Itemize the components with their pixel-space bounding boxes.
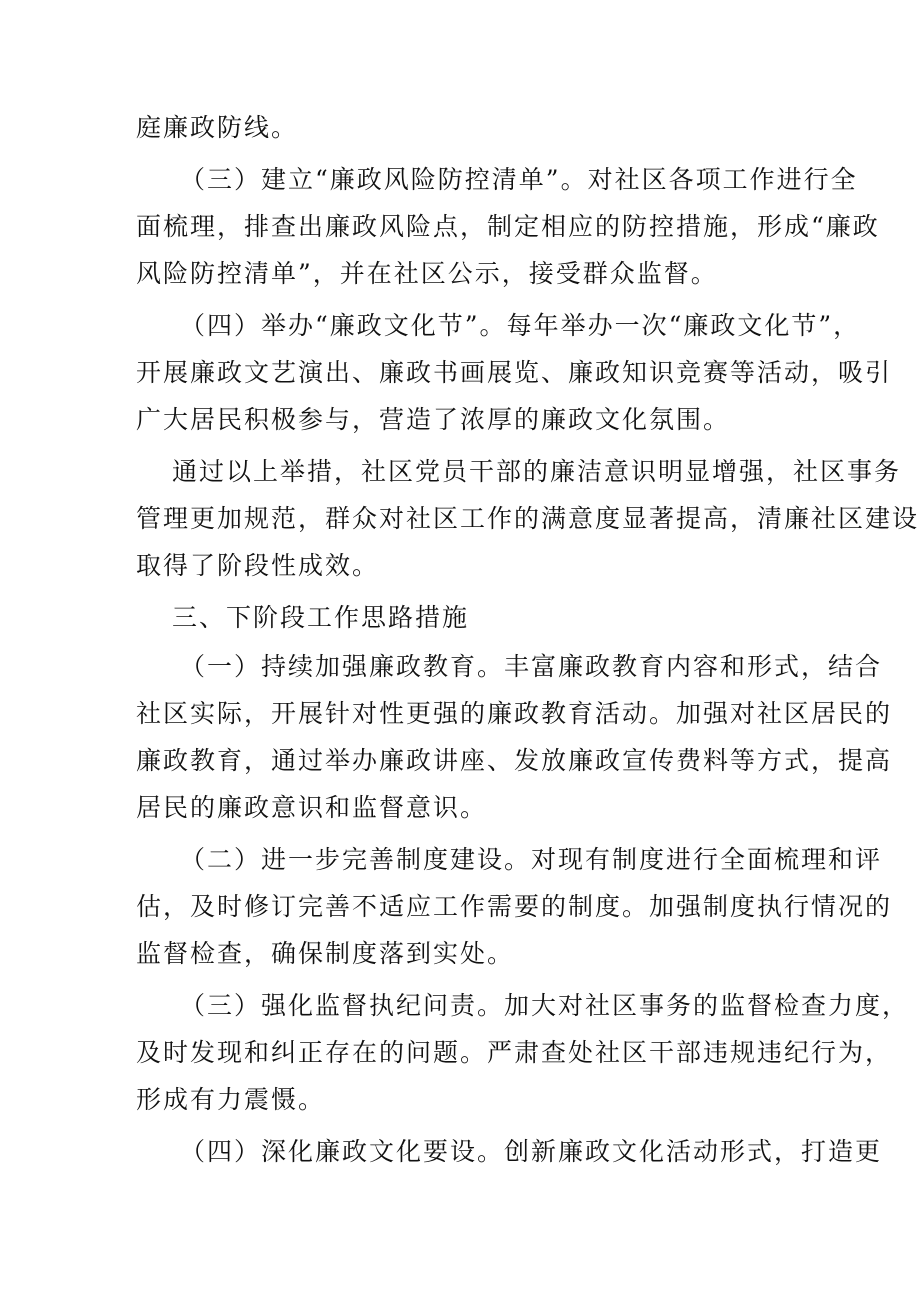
text-line: （二）进一步完善制度建设。对现有制度进行全面梳理和评: [180, 845, 883, 874]
text-line: 取得了阶段性成效。: [136, 551, 380, 580]
text-line: 通过以上举措，社区党员干部的廉洁意识明显增强，社区事务: [172, 457, 902, 486]
text-line: 廉政教育，通过举办廉政讲座、发放廉政宣传费料等方式，提高: [136, 746, 893, 775]
text-line: 形成有力震慑。: [136, 1085, 326, 1114]
text-line: 及时发现和纠正存在的问题。严肃查处社区干部违规违纪行为，: [136, 1038, 893, 1067]
text-line: （三）建立“廉政风险防控清单”。对社区各项工作进行全: [180, 165, 858, 194]
section-heading: 三、下阶段工作思路措施: [172, 603, 470, 632]
text-line: （四）深化廉政文化要设。创新廉政文化活动形式，打造更: [180, 1137, 883, 1166]
text-line: 风险防控清单”，并在社区公示，接受群众监督。: [136, 259, 718, 288]
text-line: 庭廉政防线。: [136, 113, 299, 142]
text-line: 居民的廉政意识和监督意识。: [136, 793, 488, 822]
text-line: 监督检查，确保制度落到实处。: [136, 939, 515, 968]
text-line: 广大居民积极参与，营造了浓厚的廉政文化氛围。: [136, 405, 731, 434]
text-line: 面梳理，排查出廉政风险点，制定相应的防控措施，形成“廉政: [136, 212, 880, 241]
text-line: （一）持续加强廉政教育。丰富廉政教育内容和形式，结合: [180, 652, 883, 681]
text-line: 开展廉政文艺演出、廉政书画展览、廉政知识竞赛等活动，吸引: [136, 358, 893, 387]
text-line: 管理更加规范，群众对社区工作的满意度显著提高，清廉社区建设: [136, 504, 920, 533]
text-line: 估，及时修订完善不适应工作需要的制度。加强制度执行情况的: [136, 892, 893, 921]
text-line: （四）举办“廉政文化节”。每年举办一次“廉政文化节”，: [180, 311, 861, 340]
text-line: 社区实际，开展针对性更强的廉政教育活动。加强对社区居民的: [136, 699, 893, 728]
text-line: （三）强化监督执纪问责。加大对社区事务的监督检查力度，: [180, 991, 910, 1020]
